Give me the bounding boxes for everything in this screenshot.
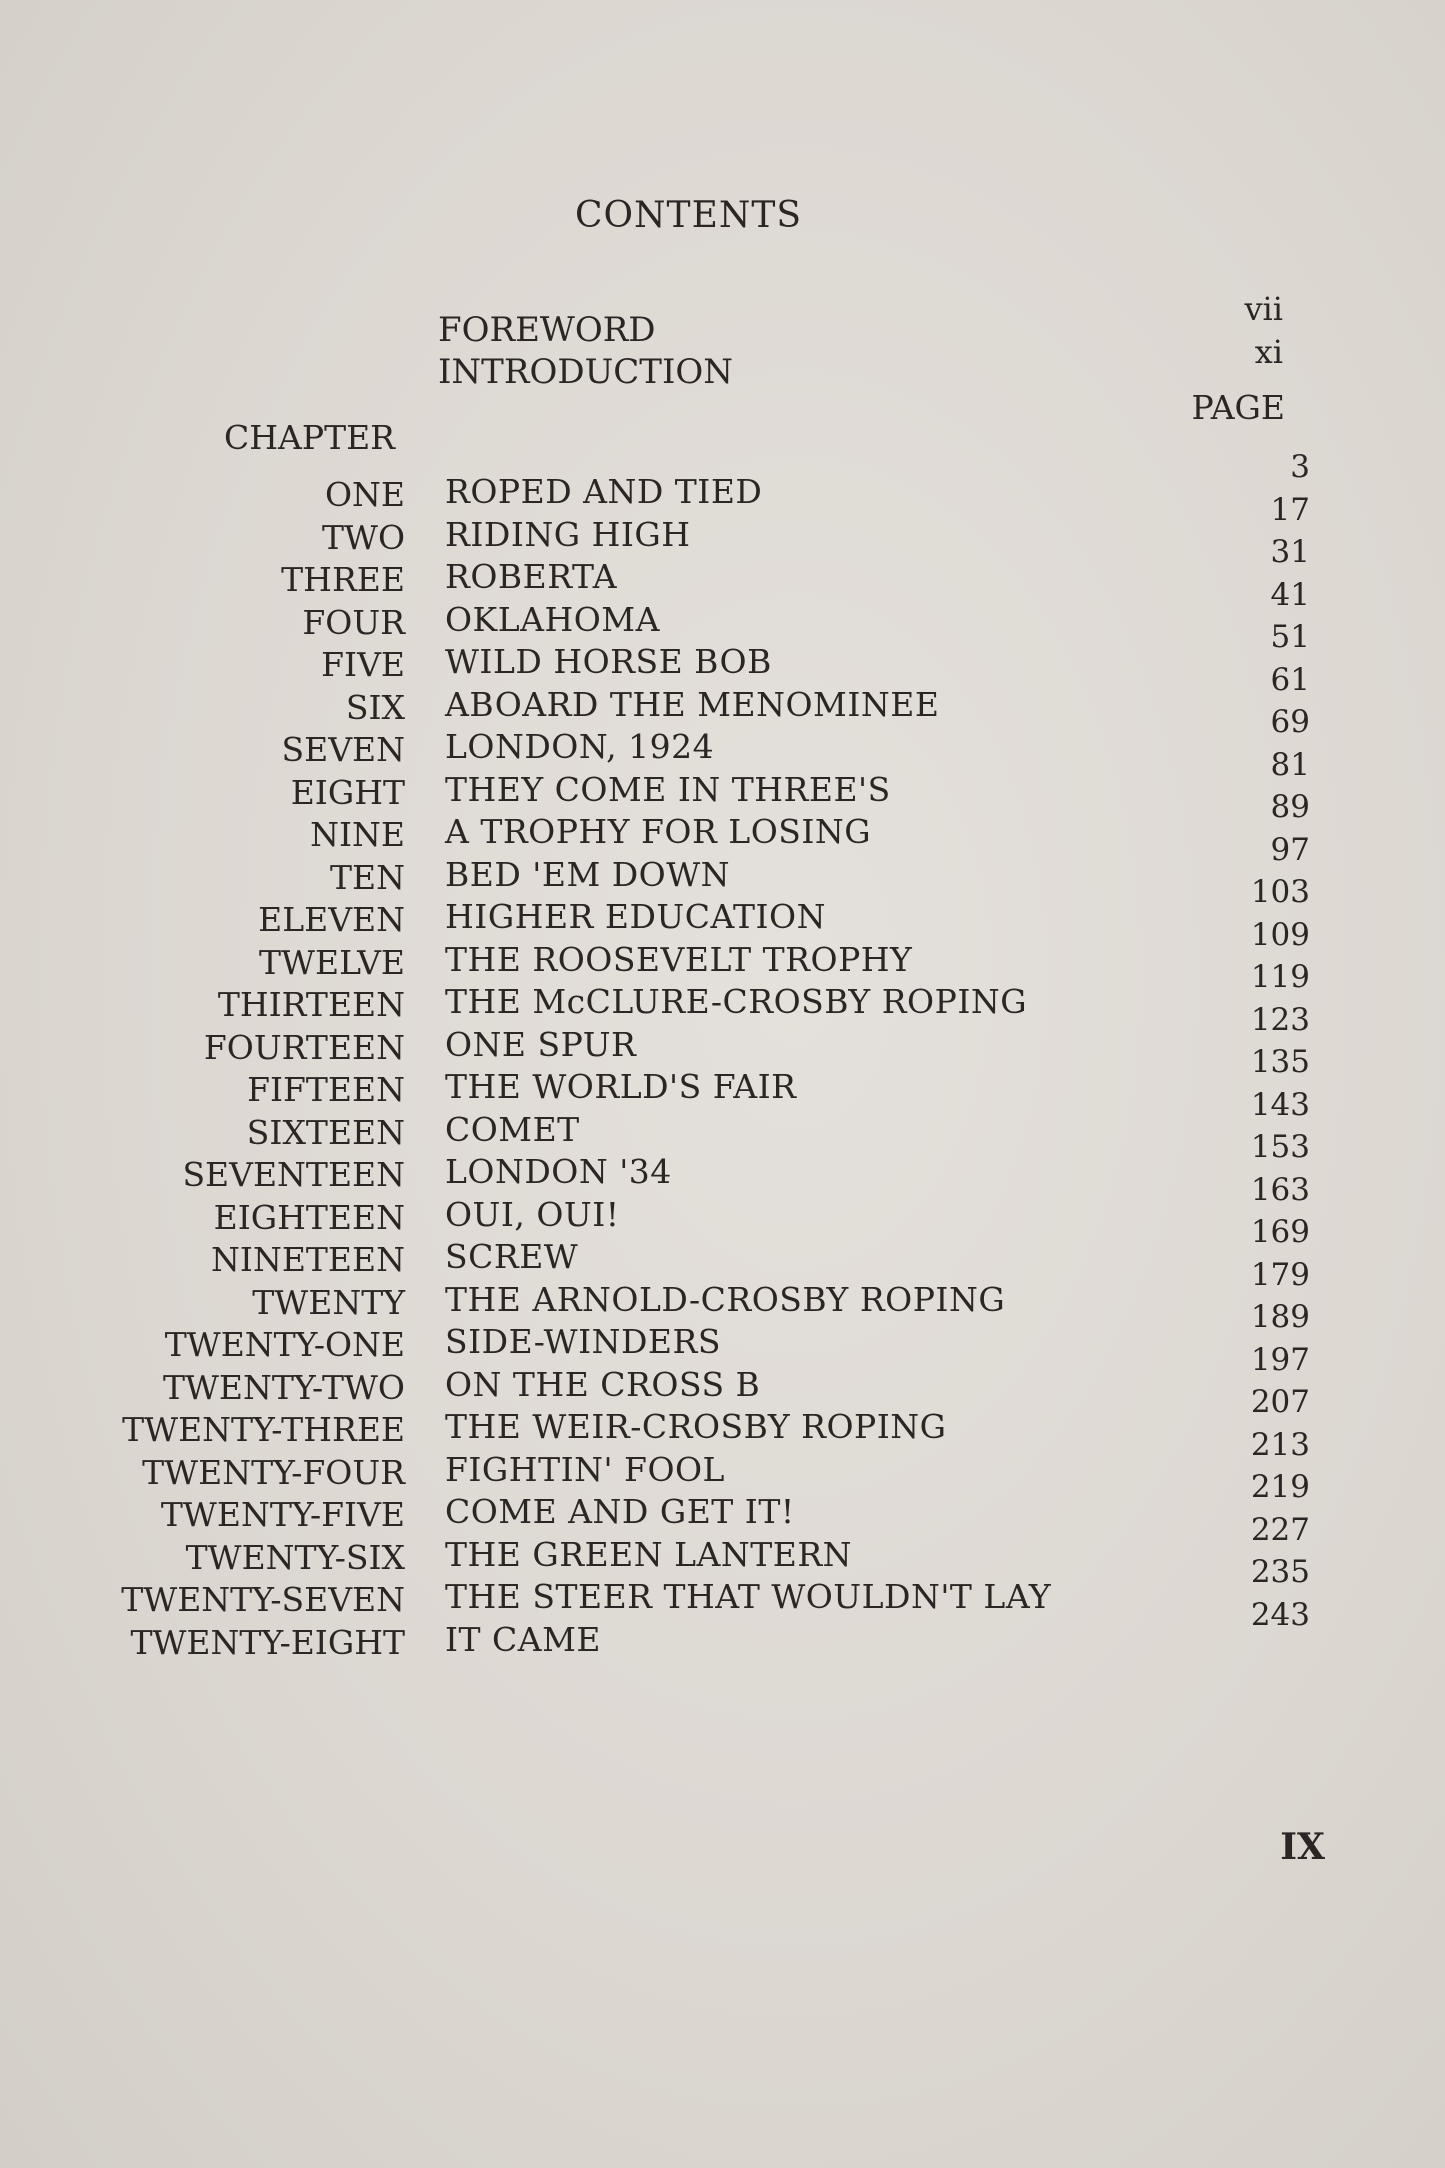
chapter-number: TWENTY <box>252 1282 405 1322</box>
chapter-number: TWENTY-FOUR <box>142 1452 405 1492</box>
chapter-number: TWENTY-SIX <box>185 1537 405 1577</box>
chapter-title: WILD HORSE BOB <box>445 642 772 681</box>
chapter-title: ROBERTA <box>445 557 618 596</box>
chapter-number: FOURTEEN <box>203 1027 405 1067</box>
chapter-title: IT CAME <box>445 1619 601 1659</box>
chapter-number: TEN <box>330 857 405 897</box>
chapter-title: ON THE CROSS B <box>445 1364 761 1404</box>
chapter-title: THE STEER THAT WOULDN'T LAY <box>445 1577 1052 1616</box>
chapter-title: OUI, OUI! <box>445 1194 620 1234</box>
chapter-title: LONDON, 1924 <box>445 727 715 766</box>
chapter-title: COMET <box>445 1109 580 1149</box>
chapter-title: ONE SPUR <box>445 1024 637 1064</box>
chapter-page: 189 <box>1250 1299 1310 1335</box>
chapter-number: NINE <box>310 815 405 854</box>
chapter-title: A TROPHY FOR LOSING <box>445 812 872 851</box>
chapter-page: 219 <box>1250 1469 1310 1505</box>
chapter-page: 109 <box>1250 916 1310 953</box>
chapter-number: FIVE <box>321 645 405 684</box>
chapter-title: SCREW <box>445 1237 579 1276</box>
chapter-page: 51 <box>1270 619 1310 655</box>
chapter-header: CHAPTER <box>224 418 396 457</box>
chapter-page: 69 <box>1270 704 1310 740</box>
chapter-page: 97 <box>1270 831 1310 868</box>
chapter-number: ONE <box>324 475 405 514</box>
chapter-title: THE ROOSEVELT TROPHY <box>445 939 913 979</box>
chapter-page: 81 <box>1270 746 1310 783</box>
chapter-number: SEVEN <box>281 730 405 769</box>
introduction-page: xi <box>1254 333 1283 371</box>
chapter-page: 31 <box>1270 534 1310 570</box>
chapter-number: TWO <box>322 517 405 557</box>
chapter-page: 207 <box>1250 1384 1310 1420</box>
chapter-title: THE GREEN LANTERN <box>445 1534 853 1574</box>
chapter-title: HIGHER EDUCATION <box>445 897 826 936</box>
chapter-page: 153 <box>1250 1129 1310 1165</box>
chapter-number: ELEVEN <box>258 900 405 939</box>
foreword-title: FOREWORD <box>438 310 656 350</box>
table-row <box>0 449 1445 517</box>
chapter-title: THEY COME IN THREE'S <box>445 769 891 809</box>
chapter-number: THREE <box>281 560 405 599</box>
chapter-title: ROPED AND TIED <box>445 472 763 511</box>
chapter-page: 243 <box>1250 1596 1310 1633</box>
chapter-number: SIXTEEN <box>246 1112 405 1152</box>
chapter-page: 103 <box>1250 874 1310 910</box>
page-header: PAGE <box>1191 388 1285 427</box>
chapter-page: 17 <box>1270 491 1310 528</box>
contents-title: CONTENTS <box>575 195 803 236</box>
chapter-number: SEVENTEEN <box>182 1155 405 1194</box>
chapter-number: FIFTEEN <box>247 1070 405 1109</box>
chapter-number: TWENTY-EIGHT <box>130 1622 405 1662</box>
chapter-title: RIDING HIGH <box>445 514 691 554</box>
chapter-page: 61 <box>1270 661 1310 698</box>
chapter-number: NINETEEN <box>211 1240 405 1279</box>
chapter-title: BED 'EM DOWN <box>445 854 731 894</box>
chapter-number: TWENTY-TWO <box>162 1367 405 1407</box>
page-folio: IX <box>1280 1826 1325 1868</box>
chapter-title: FIGHTIN' FOOL <box>445 1449 725 1489</box>
chapter-page: 213 <box>1250 1426 1310 1463</box>
chapter-page: 197 <box>1250 1341 1310 1378</box>
chapter-title: THE McCLURE-CROSBY ROPING <box>445 982 1028 1021</box>
chapter-title: THE WEIR-CROSBY ROPING <box>445 1407 947 1446</box>
chapter-number: FOUR <box>302 602 405 642</box>
chapter-page: 119 <box>1250 959 1310 995</box>
chapter-title: SIDE-WINDERS <box>445 1322 721 1361</box>
chapter-title: COME AND GET IT! <box>445 1492 795 1531</box>
chapter-number: TWENTY-ONE <box>164 1325 405 1364</box>
chapter-title: THE WORLD'S FAIR <box>445 1067 797 1106</box>
chapter-number: TWENTY-FIVE <box>160 1495 405 1534</box>
chapter-page: 163 <box>1250 1171 1310 1208</box>
chapter-title: LONDON '34 <box>445 1152 672 1191</box>
chapter-page: 179 <box>1250 1256 1310 1293</box>
chapter-number: THIRTEEN <box>217 985 405 1024</box>
chapter-page: 235 <box>1250 1554 1310 1590</box>
chapter-page: 169 <box>1250 1214 1310 1250</box>
chapter-page: 143 <box>1250 1086 1310 1123</box>
chapter-page: 89 <box>1270 789 1310 825</box>
chapter-page: 3 <box>1290 449 1310 485</box>
chapter-page: 135 <box>1250 1044 1310 1080</box>
foreword-page: vii <box>1244 290 1283 328</box>
chapter-number: TWENTY-SEVEN <box>121 1580 405 1619</box>
chapter-title: OKLAHOMA <box>445 599 660 639</box>
introduction-title: INTRODUCTION <box>438 352 733 392</box>
chapter-number: SIX <box>345 687 405 727</box>
chapter-number: TWELVE <box>259 942 405 982</box>
chapter-title: ABOARD THE MENOMINEE <box>445 684 940 724</box>
chapter-page: 41 <box>1270 576 1310 613</box>
chapter-number: TWENTY-THREE <box>122 1410 405 1449</box>
chapter-page: 123 <box>1250 1001 1310 1038</box>
chapter-number: EIGHTEEN <box>213 1197 405 1237</box>
chapter-title: THE ARNOLD-CROSBY ROPING <box>445 1279 1006 1319</box>
chapter-page: 227 <box>1250 1511 1310 1548</box>
chapter-number: EIGHT <box>290 772 405 812</box>
